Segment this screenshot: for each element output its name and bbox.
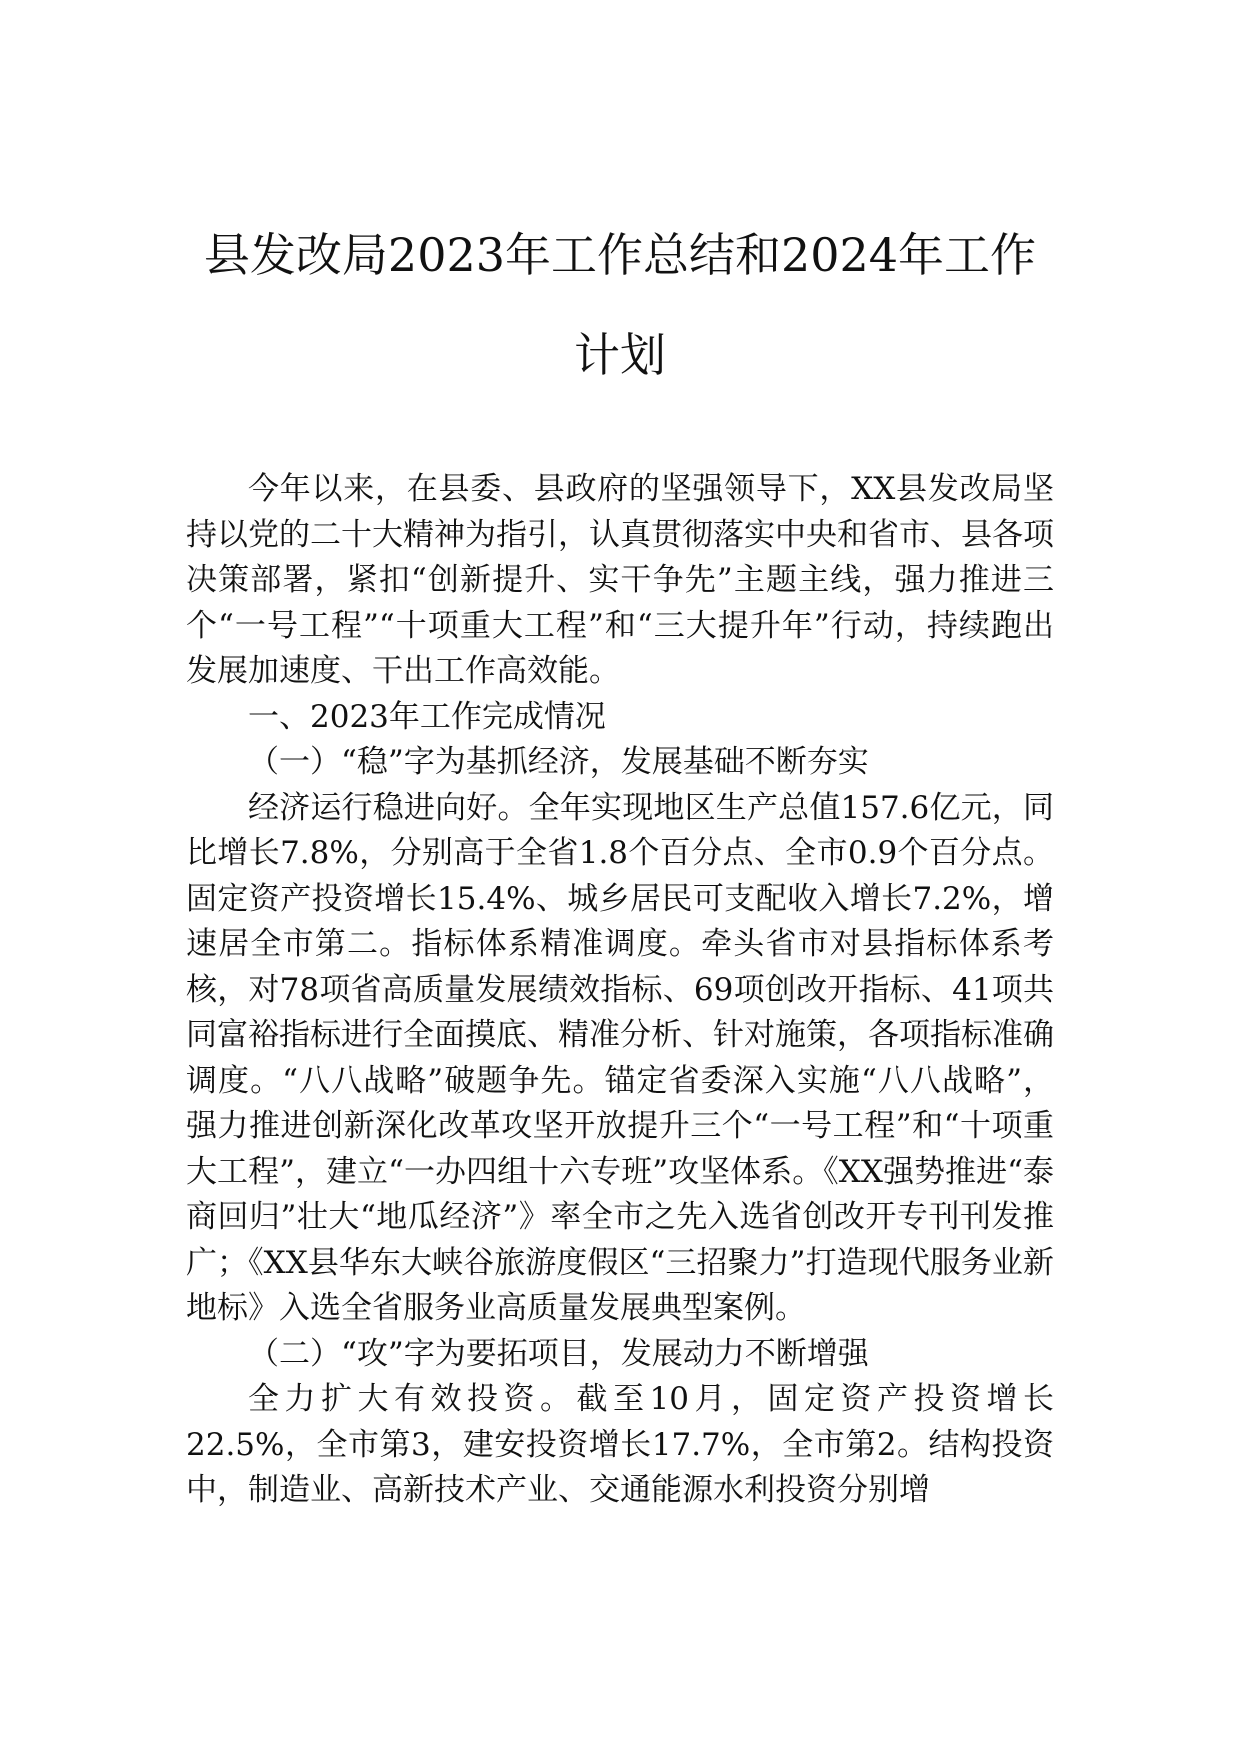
- intro-paragraph: 今年以来，在县委、县政府的坚强领导下，XX县发改局坚持以党的二十大精神为指引，认真贯彻落实中央和省市、县各项决策部署，紧扣“创新提升、实干争先”主题主线，强力推进三个“一号工程”“十项重大工程”和“三大提升年”行动，持续跑出发展加速度、干出工作高效能。: [186, 471, 1054, 689]
- subsection-heading-2: （二）“攻”字为要拓项目，发展动力不断增强: [248, 1335, 869, 1372]
- section-heading-1: 一、2023年工作完成情况: [248, 698, 606, 735]
- subsection-paragraph-2: 全力扩大有效投资。截至10月，固定资产投资增长22.5%，全市第3，建安投资增长17.7%，全市第2。结构投资中，制造业、高新技术产业、交通能源水利投资分别增: [186, 1381, 1054, 1508]
- document-page: [186, 205, 1054, 1514]
- document-body: [186, 467, 1054, 1514]
- subsection-heading-1: （一）“稳”字为基抓经济，发展基础不断夯实: [248, 744, 869, 780]
- subsection-paragraph-1: 经济运行稳进向好。全年实现地区生产总值157.6亿元，同比增长7.8%，分别高于全省1.8个百分点、全市0.9个百分点。固定资产投资增长15.4%、城乡居民可支配收入增长7.2%，增速居全市第二。指标体系精准调度。牵头省市对县指标体系考核，对78项省高质量发展绩效指标、69项创改开指标、41项共同富裕指标进行全面摸底、精准分析、针对施策，各项指标准确调度。“八八战略”破题争先。锚定省委深入实施“八八战略”，强力推进创新深化改革攻坚开放提升三个“一号工程”和“十项重大工程”，建立“一办四组十六专班”攻坚体系。《XX强势推进“泰商回归”壮大“地瓜经济”》率全市之先入选省创改开专刊刊发推广；《XX县华东大峡谷旅游度假区“三招聚力”打造现代服务业新地标》入选全省服务业高质量发展典型案例。: [186, 789, 1054, 1326]
- document-title: 县发改局2023年工作总结和2024年工作计划: [203, 228, 1037, 382]
